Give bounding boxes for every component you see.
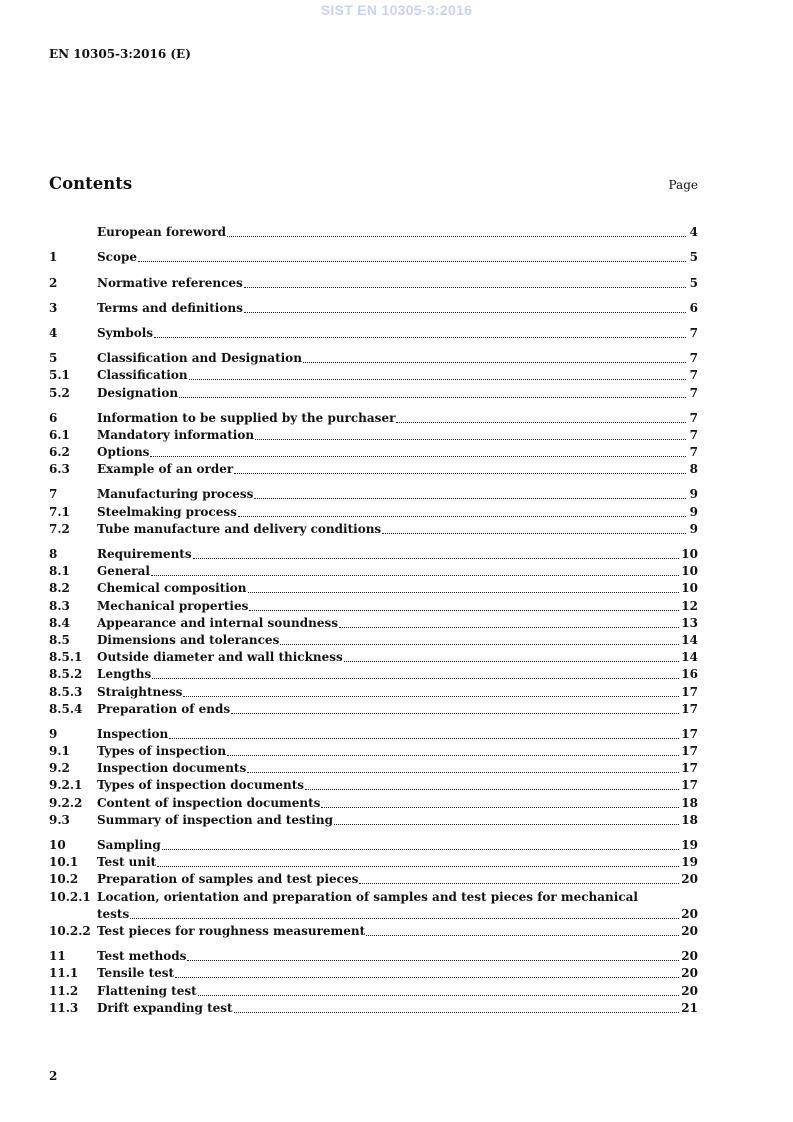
toc-entry-title: Tensile test — [97, 966, 175, 981]
toc-dot-leader — [183, 696, 679, 697]
toc-entry-number: 9.2.2 — [49, 795, 83, 810]
toc-entry-title: Lengths — [97, 667, 152, 682]
toc-entry-title: Classification and Designation — [97, 351, 302, 366]
toc-entry-page: 17 — [681, 744, 698, 759]
toc-entry-number: 8.5.2 — [49, 667, 83, 682]
toc-entry-page: 7 — [689, 368, 698, 383]
toc-entry[interactable] — [49, 701, 698, 718]
toc-entry-page: 18 — [681, 812, 698, 827]
toc-entry-title: Preparation of ends — [97, 701, 231, 716]
toc-dot-leader — [280, 644, 679, 645]
toc-entry-number: 8.5.1 — [49, 650, 83, 665]
toc-entry-number: 8.5 — [49, 632, 70, 647]
toc-dot-leader — [193, 558, 680, 559]
toc-dot-leader — [189, 379, 686, 380]
toc-entry-number: 11.2 — [49, 983, 79, 998]
toc-dot-leader — [227, 236, 686, 237]
toc-entry-title: Flattening test — [97, 983, 197, 998]
toc-entry[interactable] — [49, 546, 698, 563]
toc-dot-leader — [157, 866, 679, 867]
toc-entry-page: 5 — [689, 275, 698, 290]
toc-entry-number: 7 — [49, 487, 58, 502]
toc-entry-title: Requirements — [97, 547, 192, 561]
toc-entry-page: 17 — [681, 778, 698, 793]
toc-dot-leader — [248, 592, 680, 593]
toc-entry-number: 8.4 — [49, 615, 70, 630]
toc-entry-page: 10 — [681, 547, 698, 561]
toc-entry-title: Mandatory information — [97, 427, 255, 442]
toc-dot-leader — [187, 960, 679, 961]
toc-entry-title: Content of inspection documents — [97, 795, 321, 810]
toc-dot-leader — [366, 935, 679, 936]
toc-entry-page: 14 — [681, 650, 698, 665]
toc-dot-leader — [198, 995, 680, 996]
toc-entry-number: 8.3 — [49, 598, 70, 613]
toc-entry-title: Tube manufacture and delivery conditions — [97, 521, 382, 536]
toc-dot-leader — [339, 627, 679, 628]
toc-entry-title: European foreword — [97, 225, 227, 240]
toc-entry[interactable] — [49, 632, 698, 649]
toc-group — [49, 350, 698, 402]
toc-entry-page: 9 — [689, 487, 698, 502]
page-number: 2 — [49, 1069, 58, 1083]
toc-dot-leader — [179, 397, 686, 398]
toc-entry-number: 3 — [49, 300, 58, 315]
toc-entry-number: 11.3 — [49, 1000, 79, 1015]
toc-dot-leader — [359, 883, 679, 884]
toc-group — [49, 948, 698, 1017]
toc-entry-page: 17 — [681, 761, 698, 776]
toc-entry-number: 7.2 — [49, 521, 70, 536]
toc-entry[interactable] — [49, 726, 698, 743]
toc-group — [49, 410, 698, 479]
toc-entry[interactable] — [49, 683, 698, 700]
toc-entry-number: 8.2 — [49, 581, 70, 596]
toc-dot-leader — [305, 789, 679, 790]
toc-dot-leader — [244, 312, 686, 313]
toc-entry-title: Options — [97, 445, 150, 460]
toc-dot-leader — [255, 439, 686, 440]
toc-entry[interactable] — [49, 777, 698, 794]
toc-dot-leader — [321, 807, 679, 808]
toc-entry-page: 20 — [681, 949, 698, 964]
toc-entry[interactable] — [49, 367, 698, 384]
toc-entry[interactable] — [49, 666, 698, 683]
toc-entry[interactable] — [49, 384, 698, 401]
toc-entry[interactable] — [49, 410, 698, 427]
toc-entry-number: 6.3 — [49, 462, 70, 477]
toc-dot-leader — [254, 498, 686, 499]
toc-dot-leader — [238, 516, 686, 517]
toc-entry-number: 10.2 — [49, 872, 79, 887]
toc-entry-number: 6.2 — [49, 445, 70, 460]
toc-dot-leader — [244, 287, 686, 288]
toc-dot-leader — [303, 362, 686, 363]
document-identifier: EN 10305-3:2016 (E) — [49, 47, 191, 61]
toc-entry-number: 11.1 — [49, 966, 79, 981]
toc-entry-page: 8 — [689, 462, 698, 477]
toc-dot-leader — [227, 755, 679, 756]
toc-entry-number: 9.2.1 — [49, 778, 83, 793]
toc-entry[interactable] — [49, 743, 698, 760]
toc-entry[interactable] — [49, 563, 698, 580]
toc-entry-title: Normative references — [97, 275, 243, 290]
toc-entry-title: Straightness — [97, 684, 183, 699]
toc-dot-leader — [152, 678, 679, 679]
toc-dot-leader — [162, 849, 680, 850]
toc-entry-page: 7 — [689, 445, 698, 460]
toc-entry[interactable] — [49, 906, 698, 923]
toc-entry-page: 5 — [689, 250, 698, 265]
toc-entry-title: Outside diameter and wall thickness — [97, 650, 343, 665]
toc-dot-leader — [344, 661, 680, 662]
toc-dot-leader — [169, 738, 679, 739]
toc-dot-leader — [234, 1012, 680, 1013]
toc-entry-number: 8.1 — [49, 564, 70, 579]
toc-entry[interactable] — [49, 224, 698, 241]
toc-entry-number: 6 — [49, 410, 58, 425]
toc-entry-page: 10 — [681, 564, 698, 579]
toc-entry-title: Information to be supplied by the purchaser — [97, 410, 396, 425]
toc-dot-leader — [234, 473, 686, 474]
toc-entry-title: Test methods — [97, 949, 187, 964]
toc-entry-number: 5.1 — [49, 368, 70, 383]
toc-dot-leader — [151, 575, 679, 576]
toc-entry[interactable] — [49, 486, 698, 503]
toc-entry-title: tests — [97, 906, 130, 921]
toc-dot-leader — [150, 456, 686, 457]
toc-entry[interactable] — [49, 982, 698, 999]
toc-entry[interactable] — [49, 300, 698, 317]
toc-dot-leader — [138, 261, 686, 262]
toc-entry-title: Preparation of samples and test pieces — [97, 872, 359, 887]
toc-entry-page: 10 — [681, 581, 698, 596]
toc-group — [49, 325, 698, 342]
toc-entry[interactable] — [49, 888, 698, 905]
toc-entry-number: 8 — [49, 547, 58, 561]
toc-dot-leader — [396, 422, 686, 423]
toc-entry-page: 20 — [681, 923, 698, 938]
toc-entry-title: Scope — [97, 250, 138, 265]
toc-entry-title: Steelmaking process — [97, 504, 237, 519]
toc-entry[interactable] — [49, 580, 698, 597]
toc-entry[interactable] — [49, 350, 698, 367]
toc-entry-page: 7 — [689, 325, 698, 340]
toc-entry-title: Symbols — [97, 325, 154, 340]
toc-entry-page: 14 — [681, 632, 698, 647]
toc-entry-number: 11 — [49, 949, 66, 964]
toc-dot-leader — [154, 337, 686, 338]
toc-entry[interactable] — [49, 854, 698, 871]
toc-entry-title: Designation — [97, 385, 179, 400]
toc-entry-page: 20 — [681, 983, 698, 998]
toc-entry-number: 9.1 — [49, 744, 70, 759]
toc-entry-number: 1 — [49, 250, 58, 265]
toc-entry-number: 2 — [49, 275, 58, 290]
toc-entry-number: 5.2 — [49, 385, 70, 400]
toc-dot-leader — [382, 533, 686, 534]
toc-entry-number: 9.3 — [49, 812, 70, 827]
toc-entry-title: Inspection — [97, 726, 169, 741]
toc-entry-page: 12 — [681, 598, 698, 613]
toc-entry-title: Test unit — [97, 855, 157, 870]
toc-entry-number: 5 — [49, 351, 58, 366]
toc-entry[interactable] — [49, 1000, 698, 1017]
toc-entry[interactable] — [49, 461, 698, 478]
toc-entry-title: Types of inspection documents — [97, 778, 305, 793]
toc-entry-title: Dimensions and tolerances — [97, 632, 280, 647]
toc-entry-number: 6.1 — [49, 427, 70, 442]
toc-entry-number: 8.5.4 — [49, 701, 83, 716]
toc-entry[interactable] — [49, 760, 698, 777]
toc-entry-number: 9 — [49, 726, 58, 741]
toc-entry-page: 16 — [681, 667, 698, 682]
toc-entry-page: 7 — [689, 351, 698, 366]
toc-entry-title: Manufacturing process — [97, 487, 254, 502]
toc-entry[interactable] — [49, 948, 698, 965]
toc-entry-title: Example of an order — [97, 462, 234, 477]
toc-entry[interactable] — [49, 871, 698, 888]
toc-entry-number: 9.2 — [49, 761, 70, 776]
toc-group — [49, 486, 698, 538]
toc-entry-number: 10.2.2 — [49, 923, 91, 938]
toc-group — [49, 249, 698, 266]
toc-entry[interactable] — [49, 965, 698, 982]
toc-entry[interactable] — [49, 503, 698, 520]
toc-entry-title: Terms and definitions — [97, 300, 243, 315]
watermark: SIST EN 10305-3:2016 — [320, 2, 473, 18]
toc-group — [49, 224, 698, 241]
toc-entry-page: 6 — [689, 300, 698, 315]
toc-entry-page: 17 — [681, 684, 698, 699]
table-of-contents — [49, 224, 698, 1025]
toc-entry-title: Classification — [97, 368, 188, 383]
toc-entry-title: Sampling — [97, 838, 161, 852]
toc-entry[interactable] — [49, 794, 698, 811]
toc-entry-page: 18 — [681, 795, 698, 810]
toc-entry-page: 4 — [689, 225, 698, 240]
toc-entry[interactable] — [49, 597, 698, 614]
toc-entry-page: 20 — [681, 966, 698, 981]
toc-entry-page: 9 — [689, 504, 698, 519]
toc-entry-page: 20 — [681, 906, 698, 921]
toc-entry-page: 21 — [681, 1000, 698, 1015]
toc-entry[interactable] — [49, 444, 698, 461]
toc-entry-page: 17 — [681, 726, 698, 741]
toc-entry-number: 10 — [49, 838, 66, 852]
toc-entry-page: 19 — [681, 838, 698, 852]
toc-group — [49, 300, 698, 317]
toc-entry[interactable] — [49, 249, 698, 266]
toc-entry-number: 4 — [49, 325, 58, 340]
toc-entry[interactable] — [49, 521, 698, 538]
toc-entry[interactable] — [49, 274, 698, 291]
toc-entry-title: Appearance and internal soundness — [97, 615, 339, 630]
toc-entry-title: Chemical composition — [97, 581, 247, 596]
toc-dot-leader — [231, 713, 679, 714]
toc-entry-page: 13 — [681, 615, 698, 630]
toc-entry-title: Test pieces for roughness measurement — [97, 923, 366, 938]
toc-entry-title: Location, orientation and preparation of samples and test pieces for mechanical — [97, 889, 638, 904]
toc-entry-title: Mechanical properties — [97, 598, 249, 613]
toc-group — [49, 274, 698, 291]
toc-entry[interactable] — [49, 812, 698, 829]
toc-dot-leader — [334, 824, 679, 825]
toc-entry-number: 7.1 — [49, 504, 70, 519]
toc-entry-title: Drift expanding test — [97, 1000, 233, 1015]
toc-entry[interactable] — [49, 325, 698, 342]
toc-entry-title: Inspection documents — [97, 761, 247, 776]
toc-entry-page: 19 — [681, 855, 698, 870]
page-column-header: Page — [668, 178, 698, 192]
toc-entry[interactable] — [49, 837, 698, 854]
toc-entry-page: 7 — [689, 410, 698, 425]
toc-entry-number: 8.5.3 — [49, 684, 83, 699]
toc-dot-leader — [247, 772, 679, 773]
toc-entry[interactable] — [49, 427, 698, 444]
toc-entry-title: Summary of inspection and testing — [97, 812, 333, 827]
toc-entry-title: General — [97, 564, 150, 579]
toc-dot-leader — [130, 918, 679, 919]
toc-entry-page: 20 — [681, 872, 698, 887]
toc-entry-page: 9 — [689, 521, 698, 536]
toc-entry-number: 10.1 — [49, 855, 79, 870]
contents-heading: Contents — [49, 174, 133, 193]
toc-dot-leader — [249, 610, 679, 611]
toc-dot-leader — [175, 977, 679, 978]
toc-entry-title: Types of inspection — [97, 744, 227, 759]
toc-group — [49, 546, 698, 718]
toc-group — [49, 726, 698, 829]
toc-entry-page: 7 — [689, 385, 698, 400]
toc-entry[interactable] — [49, 649, 698, 666]
toc-entry-page: 17 — [681, 701, 698, 716]
toc-entry-page: 7 — [689, 427, 698, 442]
toc-group — [49, 837, 698, 940]
toc-entry[interactable] — [49, 923, 698, 940]
toc-entry[interactable] — [49, 615, 698, 632]
toc-entry-number: 10.2.1 — [49, 889, 91, 904]
